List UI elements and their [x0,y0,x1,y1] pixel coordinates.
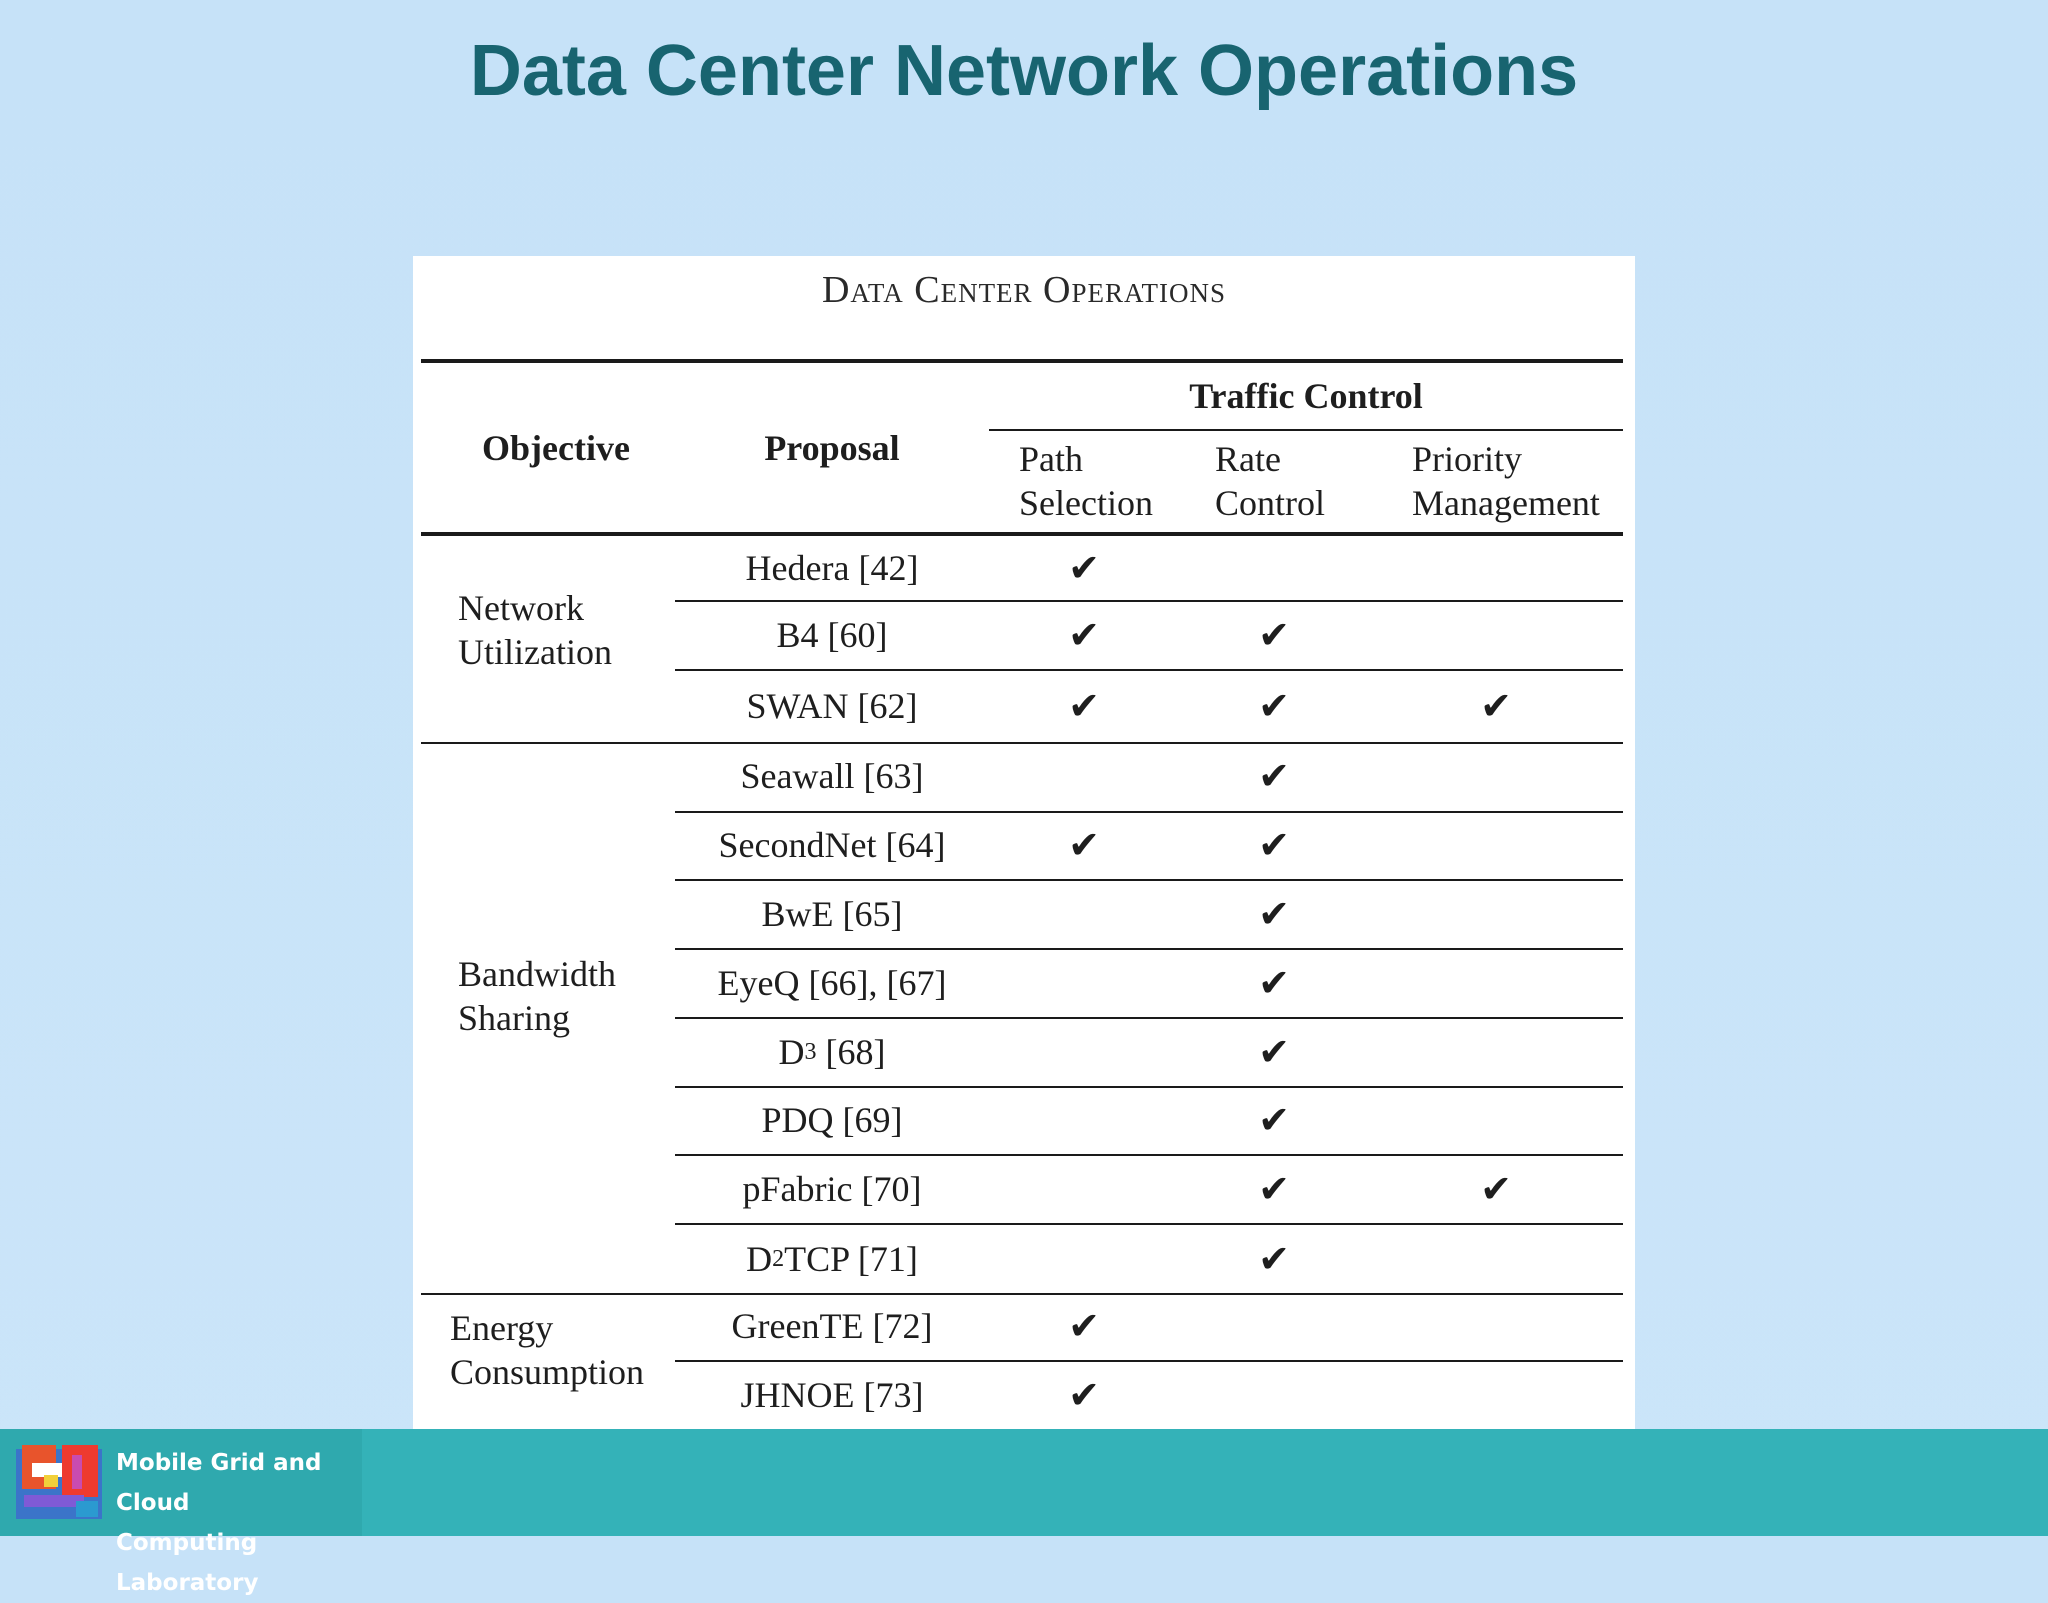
proposal-cell: Seawall [63] [740,756,924,796]
objective-line2: Sharing [458,998,570,1038]
objective-energy-consumption [450,1306,690,1416]
proposal-cell: D 3 [68] [778,1031,886,1072]
priority-check-cell [1369,1018,1623,1085]
header-priority-line1: Priority [1412,439,1523,479]
priority-check-cell [1369,1087,1623,1153]
proposal-cell: D 2 TCP [71] [746,1238,918,1279]
header-priority-line2: Management [1412,483,1600,523]
header-priority-management [1412,437,1627,527]
path-check-cell [989,949,1179,1016]
group-rule [989,429,1623,431]
priority-check-cell [1369,1224,1623,1293]
proposal-cell: SWAN [62] [746,686,918,726]
rate-check-cell: ✔ [1258,1236,1290,1281]
path-check-cell: ✔ [1068,684,1100,728]
path-check-cell: ✔ [1068,612,1100,657]
rate-check-cell [1179,536,1369,599]
objective-line2: Consumption [450,1352,645,1392]
path-check-cell [989,1087,1179,1153]
header-path-line2: Selection [1019,483,1153,523]
objective-line2: Utilization [458,632,612,672]
objective-line1: Energy [450,1308,554,1348]
header-proposal: Proposal [764,427,900,468]
priority-check-cell [1369,1293,1623,1359]
priority-check-cell [1369,1361,1623,1429]
header-rate-control [1215,437,1375,527]
rate-check-cell: ✔ [1258,684,1290,728]
priority-check-cell: ✔ [1480,684,1512,728]
path-check-cell: ✔ [1068,823,1100,867]
path-check-cell [989,880,1179,947]
slide-title: Data Center Network Operations [469,31,1579,111]
rate-check-cell: ✔ [1258,1166,1290,1211]
proposal-cell: BwE [65] [761,893,903,934]
path-check-cell [989,742,1179,810]
lab-logo [0,1429,362,1596]
path-check-cell: ✔ [1068,1373,1100,1417]
footer-bar [0,1429,2048,1596]
priority-check-cell [1369,601,1623,668]
proposal-cell: PDQ [69] [761,1100,903,1140]
header-rate-line2: Control [1215,483,1326,523]
header-objective: Objective [482,427,630,468]
header-rate-line1: Rate [1215,439,1281,479]
proposal-cell: GreenTE [72] [731,1306,933,1346]
proposal-cell: JHNOE [73] [740,1375,924,1415]
priority-check-cell [1369,812,1623,878]
lab-name-line2: Computing Laboratory [116,1530,259,1596]
table-caption: Data Center Operations [821,269,1227,311]
header-path-line1: Path [1019,439,1084,479]
proposal-cell: B4 [60] [776,614,888,655]
priority-check-cell [1369,880,1623,947]
objective-line1: Network [458,588,584,628]
objective-line1: Bandwidth [458,954,616,994]
operations-table [413,256,1635,1429]
rate-check-cell: ✔ [1258,612,1290,657]
objective-network-utilization [458,586,688,696]
rate-check-cell [1179,1361,1369,1429]
header-traffic-control: Traffic Control [1189,376,1423,416]
rate-check-cell: ✔ [1258,960,1290,1005]
path-check-cell: ✔ [1068,1304,1100,1348]
priority-check-cell [1369,536,1623,599]
priority-check-cell [1369,949,1623,1016]
proposal-cell: EyeQ [66], [67] [717,962,947,1003]
proposal-cell: Hedera [42] [745,547,919,588]
path-check-cell: ✔ [1068,545,1100,590]
path-check-cell [989,1155,1179,1222]
objective-bandwidth-sharing [458,952,688,1062]
proposal-cell: pFabric [70] [742,1168,922,1209]
path-check-cell [989,1018,1179,1085]
rate-check-cell: ✔ [1258,891,1290,936]
path-check-cell [989,1224,1179,1293]
lab-name-line1: Mobile Grid and Cloud [116,1450,322,1516]
rate-check-cell: ✔ [1258,1029,1290,1074]
rate-check-cell: ✔ [1258,823,1290,867]
proposal-cell: SecondNet [64] [718,825,946,865]
rate-check-cell [1179,1293,1369,1359]
rate-check-cell: ✔ [1258,754,1290,798]
rate-check-cell: ✔ [1258,1098,1290,1142]
priority-check-cell [1369,742,1623,810]
header-path-selection [1019,437,1199,527]
priority-check-cell: ✔ [1480,1166,1512,1211]
lab-name [116,1443,362,1603]
lab-logo-icon [16,1445,102,1521]
